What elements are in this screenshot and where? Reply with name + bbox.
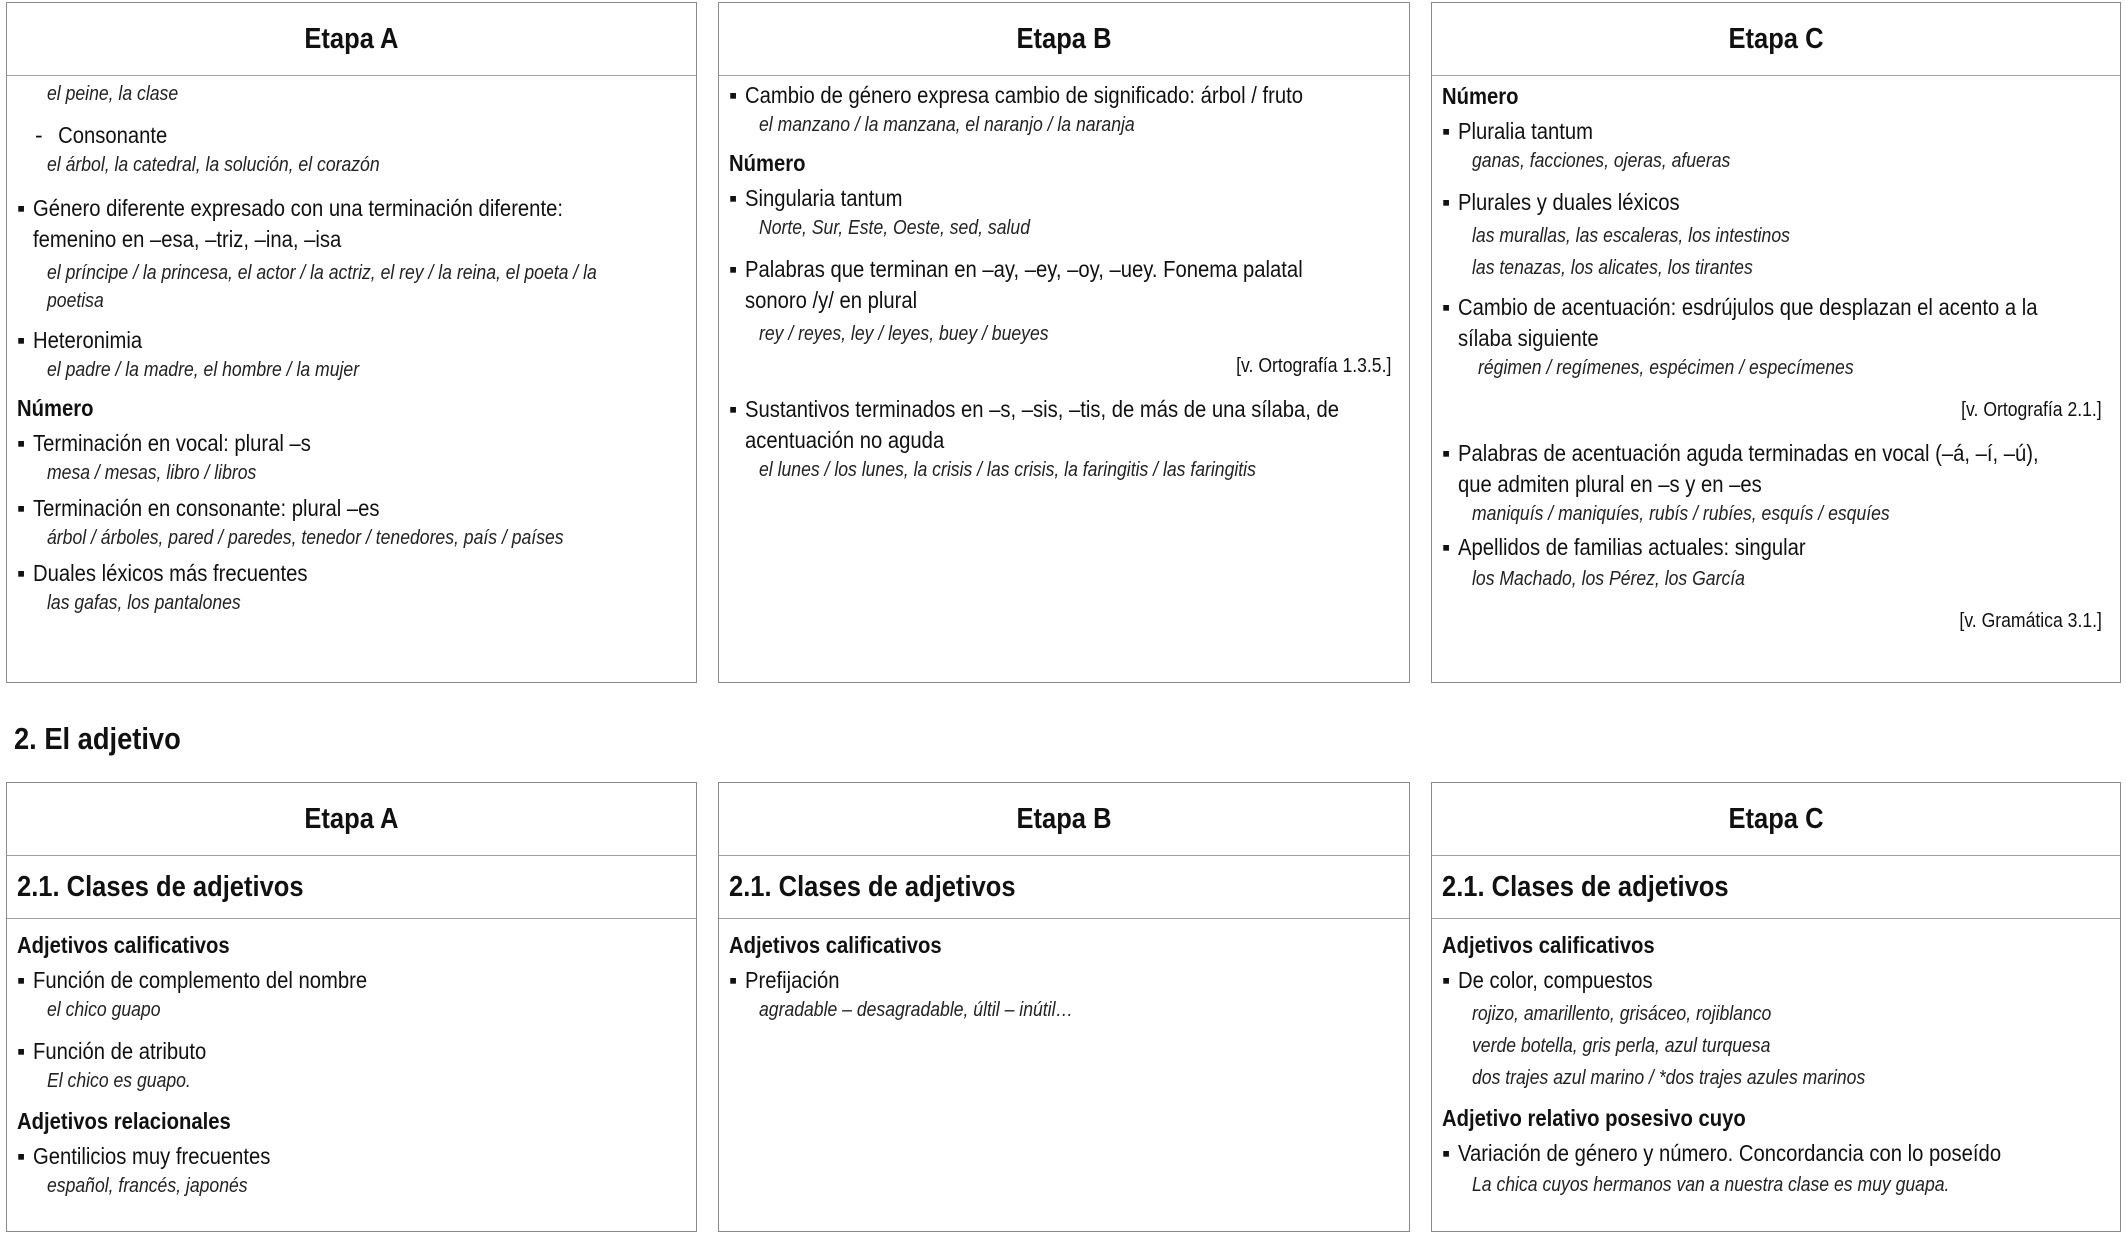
- section-heading: Adjetivo relativo posesivo cuyo: [1442, 1105, 1746, 1131]
- adjective-column-a: [6, 782, 697, 1232]
- column-header: Etapa C: [1432, 783, 2120, 856]
- bullet-icon: ▪: [1442, 294, 1451, 320]
- column-content: [1432, 76, 2120, 635]
- bullet-item: ▪ Cambio de género expresa cambio de significado: árbol / fruto: [729, 80, 1399, 111]
- bullet-item: ▪ Cambio de acentuación: esdrújulos que desplazan el acento a la sílaba siguiente: [1442, 294, 2038, 351]
- top-column-c: [1431, 2, 2121, 683]
- example-line: el príncipe / la princesa, el actor / la actriz, el rey / la reina, el poeta / la poetisa: [47, 262, 597, 312]
- bullet-item: ▪ Pluralia tantum: [1442, 116, 2110, 147]
- top-column-b: [718, 2, 1410, 683]
- bullet-icon: ▪: [1442, 967, 1451, 993]
- bullet-icon: ▪: [1442, 1140, 1451, 1166]
- bullet-item: ▪ Gentilicios muy frecuentes: [17, 1141, 686, 1172]
- bullet-item: ▪ Género diferente expresado con una terminación diferente: femenino en –esa, –triz, –ina, –isa: [17, 195, 563, 252]
- example-line: el peine, la clase: [47, 83, 179, 105]
- example-line: agradable – desagradable, últil – inútil…: [759, 999, 1074, 1021]
- bullet-item: ▪ Sustantivos terminados en –s, –sis, –tis, de más de una sílaba, de acentuación no aguda: [729, 396, 1340, 453]
- adjective-column-b: [718, 782, 1410, 1232]
- section-heading: Adjetivos calificativos: [17, 932, 230, 958]
- section-heading: Adjetivos calificativos: [1442, 932, 1655, 958]
- column-header: Etapa B: [719, 783, 1409, 856]
- bullet-item: ▪ Apellidos de familias actuales: singular: [1442, 532, 2110, 563]
- column-content: [719, 76, 1409, 484]
- column-header: Etapa A: [7, 3, 696, 76]
- bullet-icon: ▪: [1442, 118, 1451, 144]
- section-heading: Adjetivos calificativos: [729, 932, 942, 958]
- column-subheader: 2.1. Clases de adjetivos: [7, 856, 696, 919]
- top-column-a: [6, 2, 697, 683]
- section-heading: Número: [17, 395, 94, 421]
- bullet-item: ▪ Duales léxicos más frecuentes: [17, 558, 686, 589]
- bullet-item: ▪ Palabras que terminan en –ay, –ey, –oy, –uey. Fonema palatal sonoro /y/ en plural: [729, 256, 1303, 313]
- bullet-item: ▪ Heteronimia: [17, 325, 686, 356]
- adjective-column-c: [1431, 782, 2121, 1232]
- bullet-icon: ▪: [17, 495, 26, 521]
- reference-note: [v. Ortografía 2.1.]: [1961, 399, 2102, 421]
- section-heading: Adjetivos relacionales: [17, 1108, 231, 1134]
- section-title: 2. El adjetivo: [14, 721, 181, 756]
- bullet-item: ▪ Prefijación: [729, 965, 1399, 996]
- example-line: mesa / mesas, libro / libros: [47, 462, 257, 484]
- bullet-icon: ▪: [729, 185, 738, 211]
- bullet-icon: ▪: [17, 967, 26, 993]
- bullet-item: ▪ Palabras de acentuación aguda terminadas en vocal (–á, –í, –ú), que admiten plural en –s y en –es: [1442, 440, 2039, 497]
- column-content: [719, 919, 1409, 1024]
- example-line: rojizo, amarillento, grisáceo, rojiblanco: [1472, 1003, 1772, 1025]
- example-line: las murallas, las escaleras, los intestinos: [1472, 225, 1790, 247]
- reference-note: [v. Ortografía 1.3.5.]: [1235, 355, 1391, 377]
- example-line: régimen / regímenes, espécimen / especímenes: [1478, 357, 1854, 379]
- example-line: el chico guapo: [47, 999, 161, 1021]
- example-line: los Machado, los Pérez, los García: [1472, 568, 1745, 590]
- bullet-icon: ▪: [17, 1143, 26, 1169]
- column-header: Etapa A: [7, 783, 696, 856]
- bullet-icon: ▪: [17, 560, 26, 586]
- example-line: ganas, facciones, ojeras, afueras: [1472, 150, 1731, 172]
- column-content: [1432, 919, 2120, 1199]
- bullet-icon: ▪: [1442, 440, 1451, 466]
- bullet-icon: ▪: [729, 82, 738, 108]
- column-header: Etapa B: [719, 3, 1409, 76]
- example-line: el lunes / los lunes, la crisis / las crisis, la faringitis / las faringitis: [759, 459, 1256, 481]
- section-heading: Número: [1442, 83, 1519, 109]
- bullet-item: ▪ Singularia tantum: [729, 183, 1399, 214]
- column-content: [7, 919, 696, 1200]
- bullet-icon: ▪: [17, 195, 26, 221]
- bullet-item: ▪ Terminación en vocal: plural –s: [17, 428, 686, 459]
- example-line: español, francés, japonés: [47, 1175, 248, 1197]
- reference-note: [v. Gramática 3.1.]: [1959, 610, 2102, 632]
- bullet-icon: ▪: [729, 967, 738, 993]
- example-line: el manzano / la manzana, el naranjo / la naranja: [759, 114, 1135, 136]
- column-subheader: 2.1. Clases de adjetivos: [719, 856, 1409, 919]
- example-line: verde botella, gris perla, azul turquesa: [1472, 1035, 1771, 1057]
- example-line: rey / reyes, ley / leyes, buey / bueyes: [759, 323, 1049, 345]
- column-subheader: 2.1. Clases de adjetivos: [1432, 856, 2120, 919]
- example-line: La chica cuyos hermanos van a nuestra clase es muy guapa.: [1472, 1174, 1950, 1196]
- example-line: dos trajes azul marino / *dos trajes azules marinos: [1472, 1067, 1866, 1089]
- example-line: maniquís / maniquíes, rubís / rubíes, esquís / esquíes: [1472, 503, 1890, 525]
- example-line: el árbol, la catedral, la solución, el corazón: [47, 154, 380, 176]
- column-header: Etapa C: [1432, 3, 2120, 76]
- dash-icon: -: [35, 122, 43, 148]
- bullet-item: ▪ De color, compuestos: [1442, 965, 2110, 996]
- example-line: las tenazas, los alicates, los tirantes: [1472, 257, 1753, 279]
- example-line: Norte, Sur, Este, Oeste, sed, salud: [759, 217, 1030, 239]
- bullet-item: ▪ Plurales y duales léxicos: [1442, 187, 2110, 218]
- bullet-icon: ▪: [17, 327, 26, 353]
- example-line: el padre / la madre, el hombre / la mujer: [47, 359, 360, 381]
- bullet-item: ▪ Función de complemento del nombre: [17, 965, 686, 996]
- section-heading: Número: [729, 150, 806, 176]
- bullet-item: ▪ Variación de género y número. Concordancia con lo poseído: [1442, 1138, 2110, 1169]
- bullet-item: ▪ Función de atributo: [17, 1036, 686, 1067]
- bullet-icon: ▪: [729, 256, 738, 282]
- example-line: las gafas, los pantalones: [47, 592, 241, 614]
- bullet-icon: ▪: [1442, 534, 1451, 560]
- example-line: árbol / árboles, pared / paredes, tenedor / tenedores, país / países: [47, 527, 564, 549]
- bullet-icon: ▪: [17, 430, 26, 456]
- bullet-icon: ▪: [17, 1038, 26, 1064]
- bullet-icon: ▪: [1442, 189, 1451, 215]
- dash-item: - Consonante: [17, 120, 686, 151]
- column-content: [7, 76, 696, 617]
- bullet-icon: ▪: [729, 396, 738, 422]
- bullet-item: ▪ Terminación en consonante: plural –es: [17, 493, 686, 524]
- example-line: El chico es guapo.: [47, 1070, 191, 1092]
